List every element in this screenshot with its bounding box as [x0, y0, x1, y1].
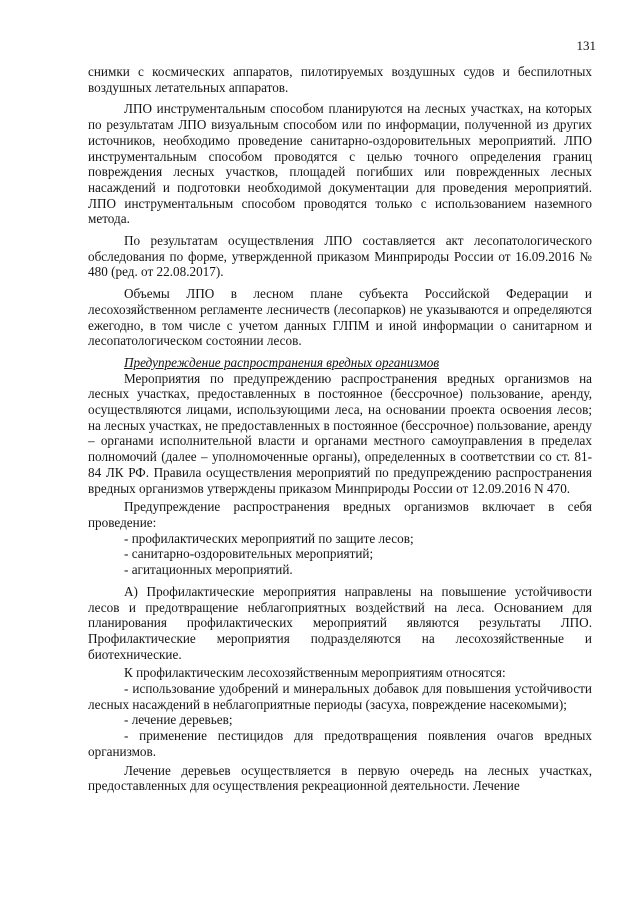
paragraph: Мероприятия по предупреждению распространения вредных организмов на лесных участках, предоставленных в постоянное (бессрочное) пользование, аренду, осуществляются лицами, использующими леса, на основании проекта освоения лесов; на лесных участках, не предоставленных в постоянное (бессрочное) пользование, аренду – органами исполнительной власти и органами местного самоуправления в пределах полномочий (далее – уполномоченные органы), определенных в соответствии со ст. 81-84 ЛК РФ. Правила осуществления мероприятий по предупреждению распространения вредных организмов утверждены приказом Минприроды России от 12.09.2016 N 470.	[88, 370, 592, 496]
paragraph: Предупреждение распространения вредных организмов включает в себя проведение:	[88, 499, 592, 530]
list-item: - использование удобрений и минеральных добавок для повышения устойчивости лесных насаждений в неблагоприятные периоды (засуха, повреждение насекомыми);	[88, 681, 592, 712]
paragraph: А) Профилактические мероприятия направлены на повышение устойчивости лесов и предотвращение неблагоприятных воздействий на леса. Основанием для планирования профилактических мероприятий являются результаты ЛПО. Профилактические мероприятия подразделяются на лесохозяйственные и биотехнические.	[88, 583, 592, 662]
paragraph: снимки с космических аппаратов, пилотируемых воздушных судов и беспилотных воздушных летательных аппаратов.	[88, 64, 592, 95]
paragraph: К профилактическим лесохозяйственным мероприятиям относятся:	[124, 665, 506, 681]
paragraph: Лечение деревьев осуществляется в первую очередь на лесных участках, предоставленных для осуществления рекреационной деятельности. Лечение	[88, 762, 592, 794]
document-body	[88, 64, 592, 794]
paragraph: ЛПО инструментальным способом планируются на лесных участках, на которых по результатам ЛПО визуальным способом или по информации, полученной из других источников, необходимо проведение санитарно-оздоровительных мероприятий. ЛПО инструментальным способом проводятся с целью точного определения границ повреждения лесных участков, площадей погибших или поврежденных лесных насаждений и подготовки необходимой документации для проведения мероприятий. ЛПО инструментальным способом проводятся только с использованием наземного метода.	[88, 101, 592, 227]
list-item: - применение пестицидов для предотвращения появления очагов вредных организмов.	[88, 728, 592, 759]
list-item: - профилактических мероприятий по защите лесов;	[124, 530, 414, 546]
list-item: - санитарно-оздоровительных мероприятий;	[124, 546, 374, 562]
list-item: - лечение деревьев;	[124, 712, 233, 728]
list-item: - агитационных мероприятий.	[124, 562, 293, 578]
page-number: 131	[576, 38, 596, 53]
paragraph: Объемы ЛПО в лесном плане субъекта Российской Федерации и лесохозяйственном регламенте лесничеств (лесопарков) не указываются и определяются ежегодно, в том числе с учетом данных ГЛПМ и иной информации о санитарном и лесопатологическом состоянии лесов.	[88, 286, 592, 349]
paragraph: По результатам осуществления ЛПО составляется акт лесопатологического обследования по форме, утвержденной приказом Минприроды России от 16.09.2016 № 480 (ред. от 22.08.2017).	[88, 233, 592, 280]
section-heading: Предупреждение распространения вредных организмов	[124, 354, 440, 370]
